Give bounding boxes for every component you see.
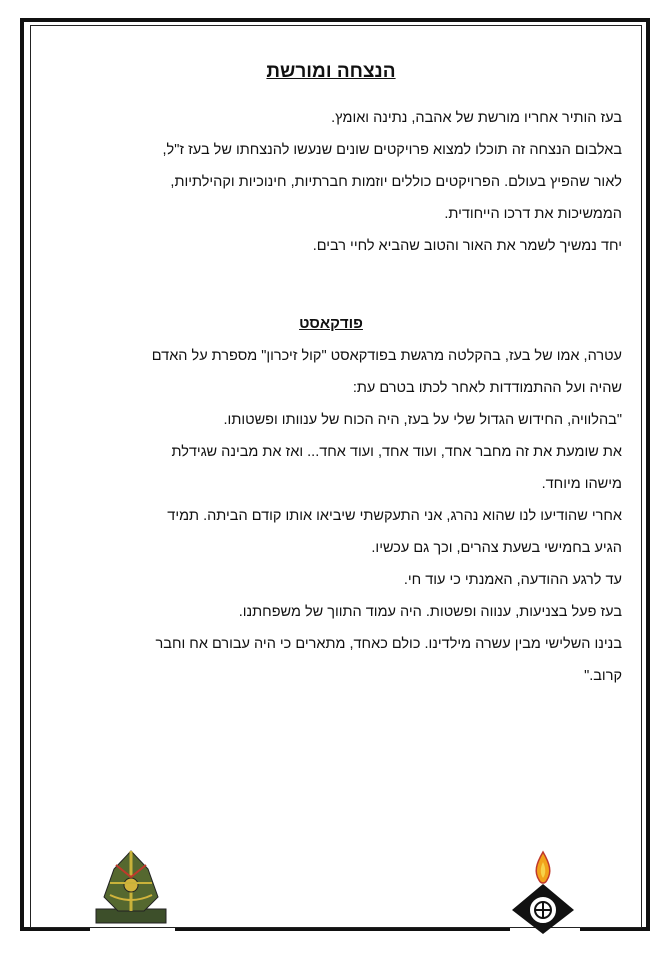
intro-line: בעז הותיר אחריו מורשת של אהבה, נתינה ואומץ. — [331, 110, 622, 126]
corps-emblem-icon — [90, 847, 172, 927]
podcast-line: בעז פעל בצניעות, ענווה ופשטות. היה עמוד התווך של משפחתנו. — [238, 604, 622, 620]
intro-line: יחד נמשיך לשמר את האור והטוב שהביא לחיי רבים. — [312, 238, 622, 254]
podcast-line: שהיה ועל ההתמודדות לאחר לכתו בטרם עת: — [352, 380, 622, 396]
podcast-line: בנינו השלישי מבין עשרה מילדינו. כולם כאחד, מתארים כי היה עבורם אח וחבר — [155, 636, 622, 652]
podcast-line: עד לרגע ההודעה, האמנתי כי עוד חי. — [403, 572, 622, 588]
intro-line: הממשיכות את דרכו הייחודית. — [444, 206, 622, 222]
document-body — [40, 60, 622, 692]
intro-line: לאור שהפיץ בעולם. הפרויקטים כוללים יוזמות חברתיות, חינוכיות וקהילתיות, — [170, 174, 622, 190]
podcast-line: את שומעת את זה מחבר אחד, ועוד אחד, ועוד אחד... ואז את מבינה שגידלת — [171, 444, 622, 460]
section-heading-podcast: פודקאסט — [299, 315, 363, 332]
podcast-line: עטרה, אמו של בעז, בהקלטה מרגשת בפודקאסט "קול זיכרון" מספרת על האדם — [151, 348, 622, 364]
podcast-line: מישהו מיוחד. — [541, 476, 622, 492]
page-title: הנצחה ומורשת — [266, 61, 396, 82]
podcast-line: קרוב." — [584, 668, 622, 684]
podcast-line: "בהלוויה, החידוש הגדול שלי על בעז, היה הכוח של ענוותו ופשטותו. — [223, 412, 622, 428]
memorial-flame-icon — [506, 850, 580, 934]
podcast-line: הגיע בחמישי בשעת צהרים, וכך גם עכשיו. — [371, 540, 622, 556]
podcast-line: אחרי שהודיעו לנו שהוא נהרג, אני התעקשתי שיביאו אותו קודם הביתה. תמיד — [167, 508, 622, 524]
intro-line: באלבום הנצחה זה תוכלו למצוא פרויקטים שונים שנעשו להנצחתו של בעז ז"ל, — [162, 142, 622, 158]
